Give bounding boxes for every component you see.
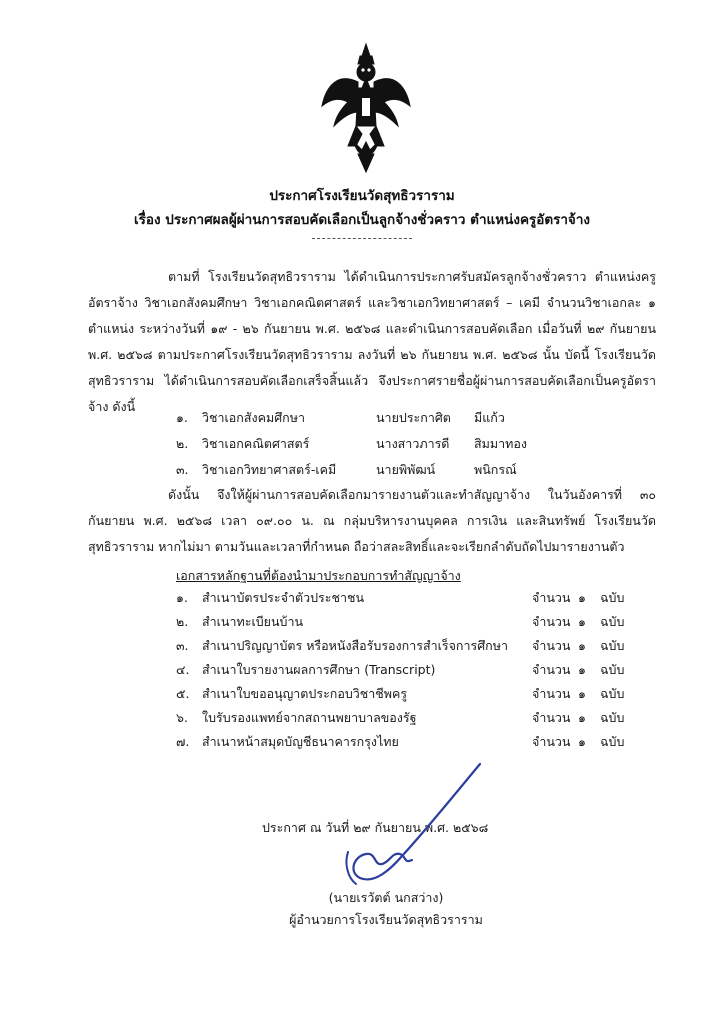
doc-unit: ฉบับ [600,662,625,677]
list-item-first-name: นางสาวภารดี [376,436,450,451]
doc-number: ๑. [176,590,188,605]
list-item-first-name: นายประกาศิต [376,410,451,425]
title-divider [312,238,412,239]
doc-name: สำเนาหน้าสมุดบัญชีธนาคารกรุงไทย [202,734,399,749]
list-item-last-name: พนิกรณ์ [474,462,517,477]
garuda-emblem-icon [318,42,414,174]
doc-number: ๕. [176,686,190,701]
report-paragraph [88,482,656,560]
doc-unit: ฉบับ [600,686,625,701]
doc-number: ๗. [176,734,190,749]
doc-count-label: จำนวน [532,614,571,629]
list-item-subject: วิชาเอกวิทยาศาสตร์-เคมี [202,462,337,477]
doc-unit: ฉบับ [600,638,625,653]
announcement-title: ประกาศโรงเรียนวัดสุทธิวราราม [269,188,455,204]
list-item-subject: วิชาเอกสังคมศึกษา [202,410,305,425]
signer-name: (นายเรวัตต์ นกสว่าง) [328,890,444,905]
list-item-subject: วิชาเอกคณิตศาสตร์ [202,436,310,451]
table-row [176,684,646,708]
doc-count-label: จำนวน [532,686,571,701]
doc-count: ๑ [578,734,586,749]
table-row [176,732,646,756]
doc-count: ๑ [578,614,586,629]
doc-count-label: จำนวน [532,638,571,653]
doc-name: สำเนาใบรายงานผลการศึกษา (Transcript) [202,662,436,677]
signer-title: ผู้อำนวยการโรงเรียนวัดสุทธิวราราม [289,912,483,927]
doc-name: สำเนาทะเบียนบ้าน [202,614,304,629]
list-item-number: ๓. [176,462,189,477]
list-item-last-name: มีแก้ว [474,410,505,425]
doc-count: ๑ [578,590,586,605]
doc-number: ๒. [176,614,189,629]
doc-number: ๓. [176,638,189,653]
doc-unit: ฉบับ [600,734,625,749]
table-row [176,588,646,612]
doc-unit: ฉบับ [600,710,625,725]
table-row [176,612,646,636]
table-row [176,636,646,660]
signature-icon [330,760,490,900]
announcement-date: ประกาศ ณ วันที่ ๒๙ กันยายน พ.ศ. ๒๕๖๘ [262,820,489,835]
report-paragraph-text: ดังนั้น จึงให้ผู้ผ่านการสอบคัดเลือกมารายงานตัวและทำสัญญาจ้าง ในวันอังคารที่ ๓๐ กันยายน พ.ศ. ๒๕๖๘ เวลา ๐๙.๐๐ น. ณ กลุ่มบริหารงานบุคคล การเงิน และสินทรัพย์ โรงเรียนวัดสุทธิวราราม หากไม่มา ตามวันและเวลาที่กำหนด ถือว่าสละสิทธิ์และจะเรียกลำดับถัดไปมารายงานตัว [88,487,656,554]
doc-name: สำเนาใบขออนุญาตประกอบวิชาชีพครู [202,686,408,701]
doc-count-label: จำนวน [532,662,571,677]
table-row [176,708,646,732]
doc-unit: ฉบับ [600,614,625,629]
list-item-number: ๑. [176,410,188,425]
documents-heading: เอกสารหลักฐานที่ต้องนำมาประกอบการทำสัญญาจ้าง [176,568,461,583]
doc-name: ใบรับรองแพทย์จากสถานพยาบาลของรัฐ [202,710,417,725]
doc-unit: ฉบับ [600,590,625,605]
doc-count: ๑ [578,662,586,677]
intro-paragraph [88,264,656,420]
doc-count: ๑ [578,710,586,725]
doc-count-label: จำนวน [532,734,571,749]
list-item-number: ๒. [176,436,189,451]
doc-count: ๑ [578,686,586,701]
doc-count-label: จำนวน [532,710,571,725]
announcement-subject: เรื่อง ประกาศผลผู้ผ่านการสอบคัดเลือกเป็นลูกจ้างชั่วคราว ตำแหน่งครูอัตราจ้าง [133,212,591,228]
list-item-first-name: นายพิพัฒน์ [376,462,436,477]
doc-count-label: จำนวน [532,590,571,605]
table-row [176,660,646,684]
doc-number: ๔. [176,662,190,677]
doc-name: สำเนาปริญญาบัตร หรือหนังสือรับรองการสำเร็จการศึกษา [202,638,508,653]
doc-name: สำเนาบัตรประจำตัวประชาชน [202,590,364,605]
doc-count: ๑ [578,638,586,653]
list-item-last-name: สิมมาทอง [474,436,527,451]
doc-number: ๖. [176,710,188,725]
intro-paragraph-text: ตามที่ โรงเรียนวัดสุทธิวราราม ได้ดำเนินการประกาศรับสมัครลูกจ้างชั่วคราว ตำแหน่งครูอัตราจ้าง วิชาเอกสังคมศึกษา วิชาเอกคณิตศาสตร์ และวิชาเอกวิทยาศาสตร์ – เคมี จำนวนวิชาเอกละ ๑ ตำแหน่ง ระหว่างวันที่ ๑๙ - ๒๖ กันยายน พ.ศ. ๒๕๖๘ และดำเนินการสอบคัดเลือก เมื่อวันที่ ๒๙ กันยายน พ.ศ. ๒๕๖๘ ตามประกาศโรงเรียนวัดสุทธิวราราม ลงวันที่ ๒๖ กันยายน พ.ศ. ๒๕๖๘ นั้น บัดนี้ โรงเรียนวัดสุทธิวราราม ได้ดำเนินการสอบคัดเลือกเสร็จสิ้นแล้ว จึงประกาศรายชื่อผู้ผ่านการสอบคัดเลือกเป็นครูอัตราจ้าง ดังนี้ [88,269,656,414]
